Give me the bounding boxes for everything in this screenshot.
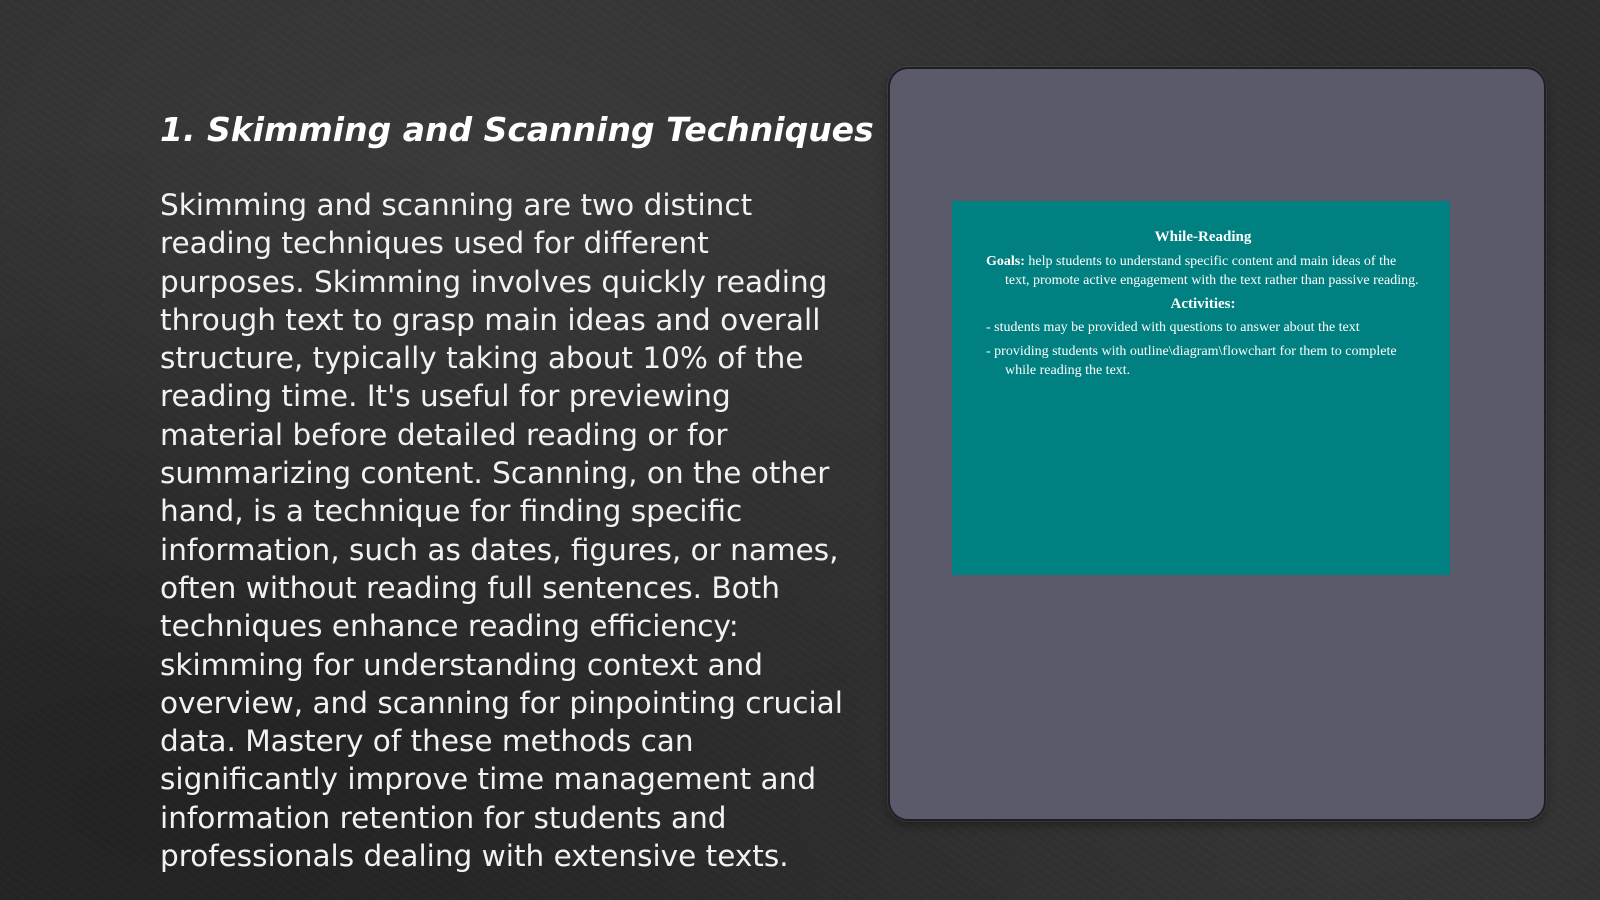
image-frame <box>888 67 1546 821</box>
goals-label: Goals: <box>986 253 1025 269</box>
activity-item: - students may be provided with questions to answer about the text <box>986 320 1360 335</box>
embedded-slide-image <box>952 201 1450 575</box>
activity-item: - providing students with outline\diagram\flowchart for them to complete while reading the text. <box>986 343 1397 378</box>
goals-text: help students to understand specific content and main ideas of the text, promote active engagement with the text rather than passive reading. <box>1005 253 1419 288</box>
slide-body-text: Skimming and scanning are two distinct reading techniques used for different purposes. Skimming involves quickly reading through text to grasp main ideas and overall structure, typically taking about 10% of the reading time. It's useful for previewing material before detailed reading or for summarizing content. Scanning, on the other hand, is a technique for finding specific information, such as dates, figures, or names, often without reading full sentences. Both techniques enhance reading efficiency: skimming for understanding context and overview, and scanning for pinpointing crucial data. Mastery of these methods can significantly improve time management and information retention for students and professionals dealing with extensive texts. <box>160 188 843 874</box>
activities-heading: Activities: <box>1170 295 1236 312</box>
slide-title: 1. Skimming and Scanning Techniques <box>160 110 874 149</box>
embedded-slide-goals <box>986 252 1420 291</box>
embedded-slide-heading: While-Reading <box>1154 229 1252 245</box>
activities-list <box>986 318 1420 381</box>
